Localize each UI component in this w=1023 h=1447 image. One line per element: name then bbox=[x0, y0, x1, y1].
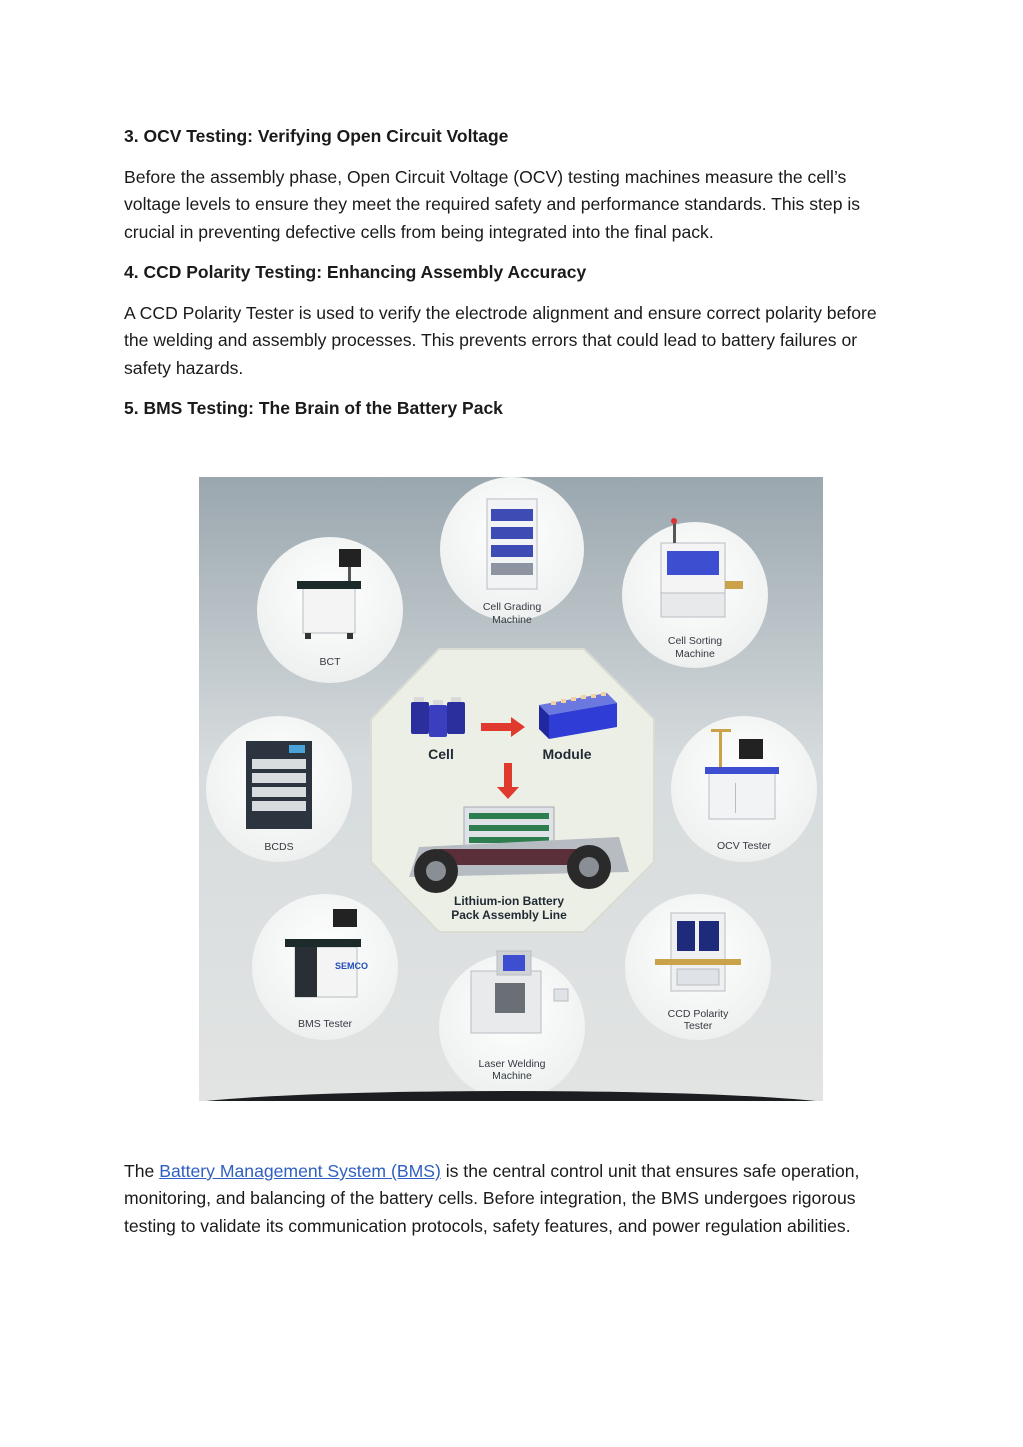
cell-icon bbox=[411, 697, 465, 737]
cell-grading-machine-icon bbox=[487, 499, 537, 589]
label-cell-grading-1: Cell Grading bbox=[482, 601, 542, 613]
label-pack-line2: Pack Assembly Line bbox=[451, 908, 567, 922]
label-bms-tester: BMS Tester bbox=[297, 1018, 353, 1030]
label-cell-grading-2: Machine bbox=[492, 614, 532, 626]
figure-illustration bbox=[199, 477, 823, 1101]
label-ocv-tester: OCV Tester bbox=[716, 840, 772, 852]
closing-post-text: is the central control unit that ensures safe operation, monitoring, and balancing of the battery cells. Before integration, the BMS undergoes rigorous testing to validate its communication protocols, safety features, and power regulation abilities. bbox=[124, 1161, 860, 1236]
label-laser-welding-1: Laser Welding bbox=[478, 1058, 546, 1070]
paragraph-ccd-polarity: A CCD Polarity Tester is used to verify the electrode alignment and ensure correct polarity before the welding and assembly processes. This prevents errors that could lead to battery failures or safety hazards. bbox=[124, 303, 877, 378]
label-cell: Cell bbox=[428, 746, 454, 762]
machine-cell-sorting bbox=[622, 518, 768, 668]
label-cell-sorting-1: Cell Sorting bbox=[667, 635, 723, 647]
heading-bms-testing: 5. BMS Testing: The Brain of the Battery Pack bbox=[124, 398, 503, 418]
label-module: Module bbox=[542, 746, 592, 762]
label-ccd-polarity-1: CCD Polarity bbox=[667, 1008, 729, 1020]
label-cell-sorting-2: Machine bbox=[675, 648, 715, 660]
battery-process-figure bbox=[199, 477, 823, 1101]
machine-bct bbox=[257, 537, 403, 683]
figure-shadow bbox=[199, 1091, 823, 1101]
bms-link[interactable]: Battery Management System (BMS) bbox=[159, 1161, 441, 1181]
paragraph-ocv-testing: Before the assembly phase, Open Circuit Voltage (OCV) testing machines measure the cell’s voltage levels to ensure they meet the required safety and performance standards. This step is crucial in preventing defective cells from being integrated into the final pack. bbox=[124, 167, 861, 242]
heading-ccd-polarity: 4. CCD Polarity Testing: Enhancing Assembly Accuracy bbox=[124, 262, 587, 282]
label-bcds: BCDS bbox=[264, 841, 294, 853]
closing-pre-text: The bbox=[124, 1161, 160, 1181]
label-laser-welding-2: Machine bbox=[492, 1070, 532, 1082]
label-bct: BCT bbox=[319, 656, 341, 668]
paragraph-bms-description bbox=[124, 1158, 904, 1240]
label-ccd-polarity-2: Tester bbox=[683, 1020, 713, 1032]
machine-ccd-polarity bbox=[625, 894, 771, 1040]
bcds-machine-icon bbox=[246, 741, 312, 829]
machine-cell-grading bbox=[440, 477, 584, 626]
machine-bms-tester bbox=[252, 894, 398, 1040]
machine-bcds bbox=[206, 716, 352, 862]
bms-brand-label: SEMCO bbox=[335, 961, 369, 971]
machine-ocv-tester bbox=[671, 716, 817, 862]
machine-laser-welding bbox=[439, 951, 585, 1100]
label-pack-line1: Lithium-ion Battery bbox=[454, 894, 564, 908]
heading-ocv-testing: 3. OCV Testing: Verifying Open Circuit Voltage bbox=[124, 126, 509, 146]
